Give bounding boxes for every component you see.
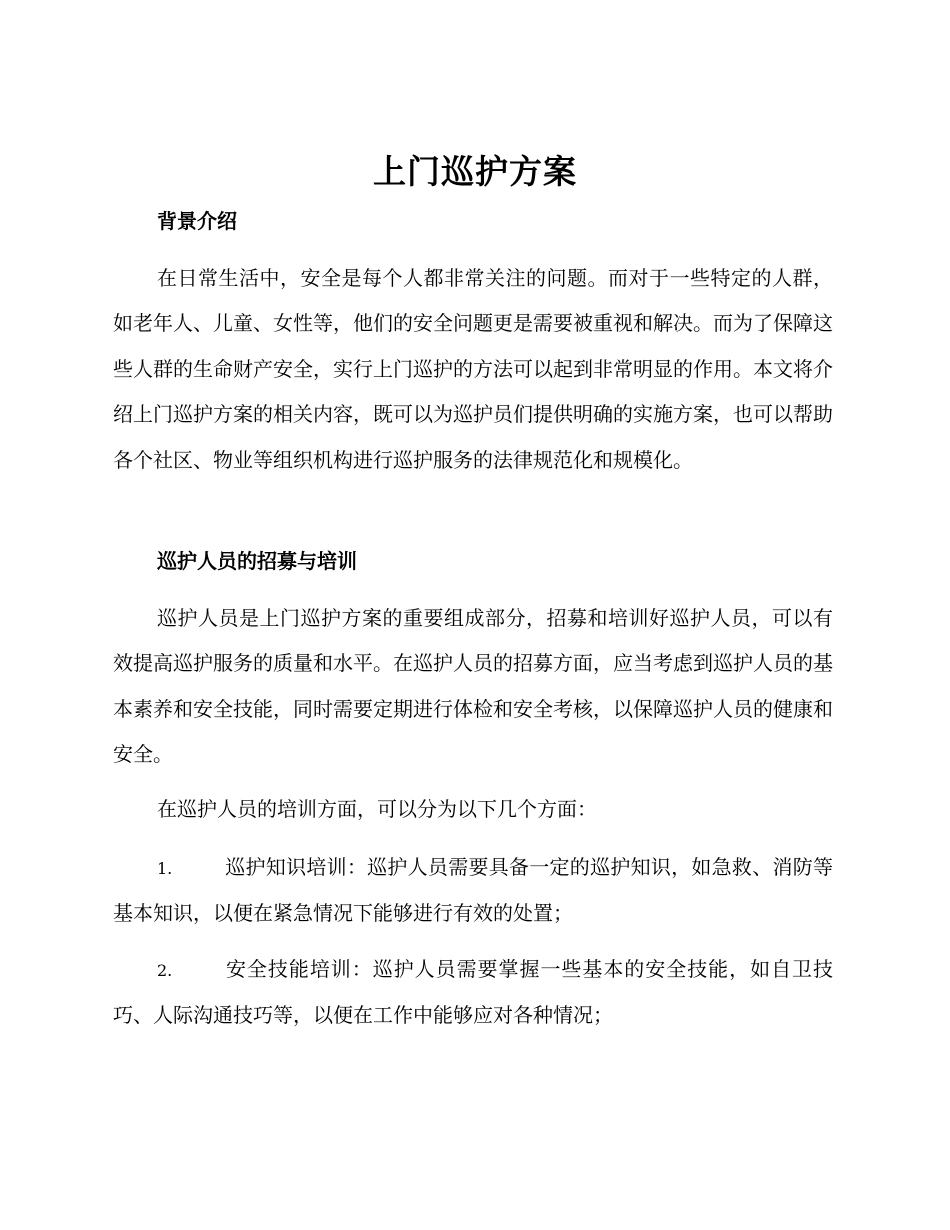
- document-title: 上门巡护方案: [373, 152, 577, 191]
- list-item-number: 2.: [157, 961, 173, 980]
- paragraph-recruitment: 巡护人员是上门巡护方案的重要组成部分，招募和培训好巡护人员，可以有效提高巡护服务的质量和水平。在巡护人员的招募方面，应当考虑到巡护人员的基本素养和安全技能，同时需要定期进行体检和安全考核，以保障巡护人员的健康和安全。: [113, 606, 833, 767]
- list-item-text: 安全技能培训：巡护人员需要掌握一些基本的安全技能，如自卫技巧、人际沟通技巧等，以便在工作中能够应对各种情况；: [113, 957, 833, 1027]
- list-item-text: 巡护知识培训：巡护人员需要具备一定的巡护知识，如急救、消防等基本知识，以便在紧急情况下能够进行有效的处置；: [113, 855, 833, 925]
- list-item: [113, 845, 833, 936]
- section-heading-recruitment: 巡护人员的招募与培训: [157, 549, 357, 573]
- list-item-number: 1.: [157, 859, 173, 878]
- section-heading-background: 背景介绍: [157, 209, 237, 233]
- list-item: [113, 947, 833, 1038]
- paragraph-training-intro: 在巡护人员的培训方面，可以分为以下几个方面：: [157, 797, 597, 821]
- paragraph-background: 在日常生活中，安全是每个人都非常关注的问题。而对于一些特定的人群，如老年人、儿童、女性等，他们的安全问题更是需要被重视和解决。而为了保障这些人群的生命财产安全，实行上门巡护的方法可以起到非常明显的作用。本文将介绍上门巡护方案的相关内容，既可以为巡护员们提供明确的实施方案，也可以帮助各个社区、物业等组织机构进行巡护服务的法律规范化和规模化。: [113, 266, 833, 472]
